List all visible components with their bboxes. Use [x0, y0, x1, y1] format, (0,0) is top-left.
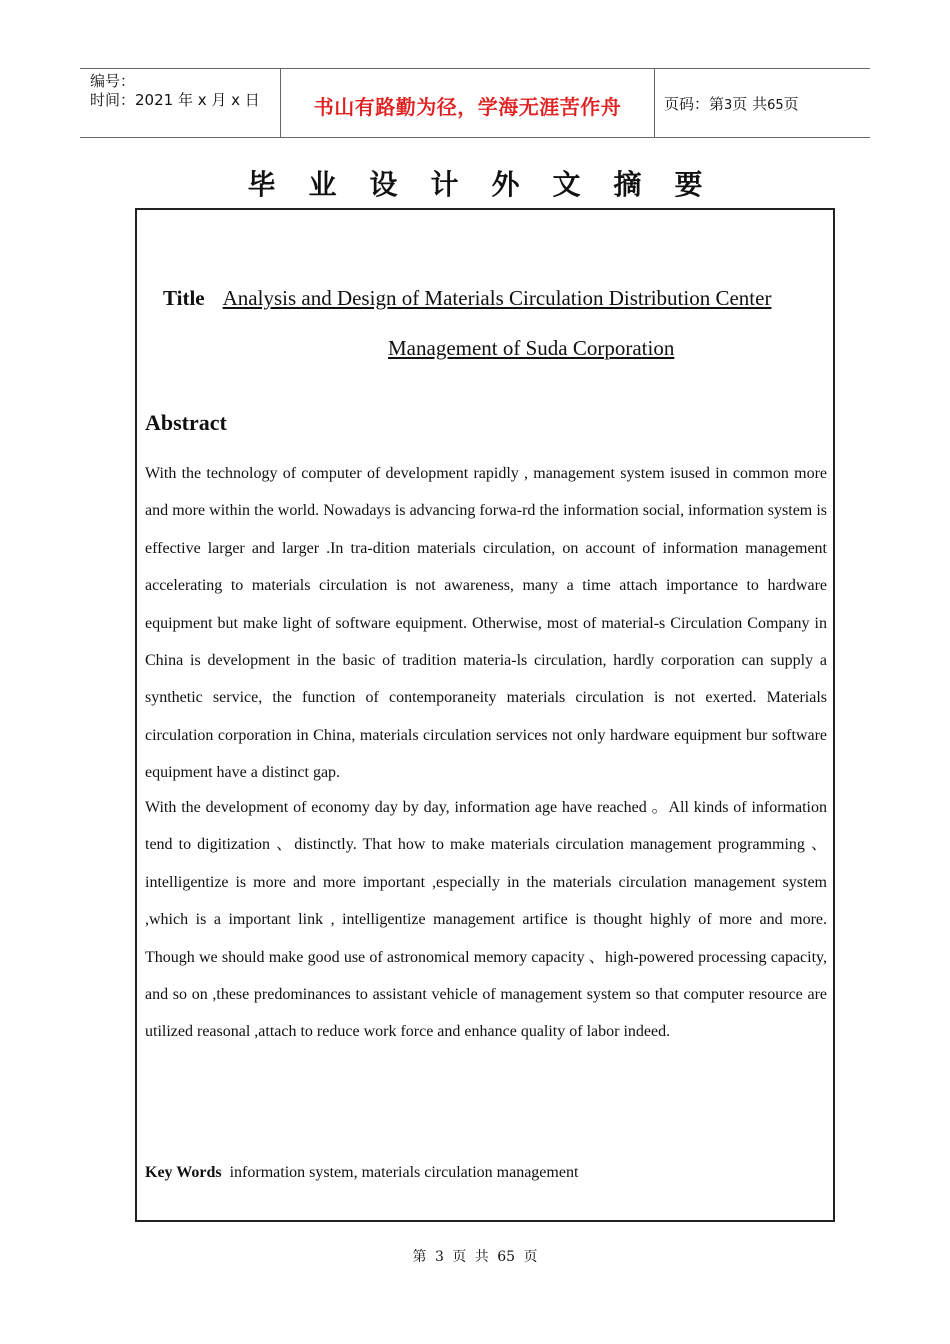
title-label: Title [163, 286, 205, 310]
abstract-paragraph-1: With the technology of computer of development rapidly , management system isused in common more and more within the world. Nowadays is advancing forwa-rd the information social, information system is effective larger and larger .In tra-dition materials circulation, on account of information management accelerating to materials circulation is not awareness, many a time attach importance to hardware equipment but make light of software equipment. Otherwise, most of material-s Circulation Company in China is development in the basic of tradition materia-ls circulation, hardly corporation can supply a synthetic service, the function of contemporaneity materials circulation is not exerted. Materials circulation corporation in China, materials circulation services not only hardware equipment bur software equipment have a distinct gap. [145, 465, 827, 782]
page-total: 65 [767, 98, 784, 113]
page-header [80, 68, 870, 138]
page-number: 3 [724, 98, 733, 113]
paper-title-row [163, 286, 771, 311]
title-line-2: Management of Suda Corporation [388, 336, 675, 360]
document-title: 毕业设计外文摘要 [247, 168, 736, 201]
keywords-line [145, 1164, 578, 1182]
code-label: 编号： [90, 72, 136, 90]
title-line-1: Analysis and Design of Materials Circulation Distribution Center [222, 286, 772, 310]
page-mid: 页 共 [732, 95, 768, 113]
date-line: 时间：2021 年 x 月 x 日 [90, 91, 260, 109]
page-end: 页 [783, 95, 799, 113]
motto: 书山有路勤为径，学海无涯苦作舟 [313, 95, 622, 119]
page-footer: 第 3 页 共 65 页 [412, 1249, 538, 1265]
page-label: 页码：第 [664, 95, 725, 113]
header-motto-cell [280, 69, 655, 137]
abstract-heading: Abstract [145, 410, 227, 435]
header-page-info [664, 93, 799, 114]
keywords-label: Key Words [145, 1164, 222, 1181]
abstract-paragraph-2: With the development of economy day by day, information age have reached 。All kinds of information tend to digitization 、distinctly. That how to make materials circulation management programming 、intelligentize is more and more important ,especially in the materials circulation management system ,which is a important link , intelligentize management artifice is thought highly of more and more. Though we should make good use of astronomical memory capacity 、high-powered processing capacity, and so on ,these predominances to assistant vehicle of management system so that computer resource are utilized reasonal ,attach to reduce work force and enhance quality of labor indeed. [145, 799, 827, 1041]
header-info-cell [80, 69, 280, 137]
keywords-value: information system, materials circulation management [229, 1164, 579, 1181]
